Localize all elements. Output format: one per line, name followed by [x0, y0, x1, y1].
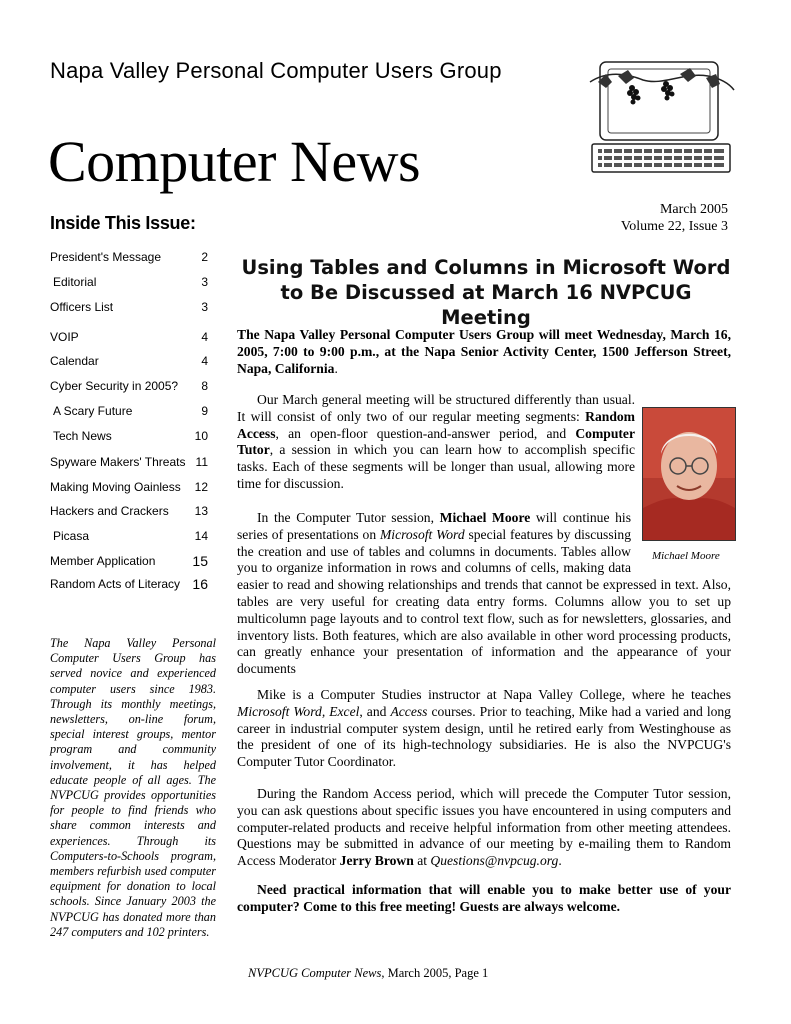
p2-d: Microsoft Word: [379, 526, 465, 542]
toc-item-label: VOIP: [50, 330, 79, 344]
org-name: Napa Valley Personal Computer Users Group: [50, 58, 502, 83]
toc-item[interactable]: [50, 455, 208, 471]
toc-item-label: Member Application: [50, 554, 156, 568]
toc-item-page: 16: [192, 576, 208, 592]
toc-item-page: 15: [192, 553, 208, 569]
toc-item-label: Random Acts of Literacy: [50, 577, 181, 591]
toc-item[interactable]: [50, 330, 208, 346]
toc-item-label: A Scary Future: [53, 404, 133, 418]
article-headline: Using Tables and Columns in Microsoft Word to Be Discussed at March 16 NVPCUG Meeting: [241, 256, 731, 329]
toc-item-label: President's Message: [50, 250, 162, 264]
toc-item[interactable]: [50, 429, 208, 445]
p1-d: Computer Tutor: [237, 425, 635, 458]
p2-a: In the Computer Tutor session,: [257, 510, 440, 525]
toc-item-label: Calendar: [50, 354, 99, 368]
masthead-title: Computer News: [48, 129, 421, 194]
p2-b: Michael Moore: [439, 510, 531, 525]
p1-b: Random Access: [237, 408, 635, 441]
toc-item-label: Editorial: [53, 275, 97, 289]
toc-item[interactable]: [50, 404, 208, 420]
toc-item-page: 8: [201, 379, 208, 393]
article-lead: [237, 327, 731, 377]
issue-info: [621, 201, 728, 235]
footer-publication: NVPCUG Computer News: [248, 966, 382, 980]
toc-item-page: 12: [194, 480, 208, 494]
toc-title: Inside This Issue:: [50, 213, 196, 233]
article-closing: Need practical information that will enable you to make better use of your computer? Come to this free meeting! Guests are always welcome.: [237, 882, 731, 914]
p2-e: special features by discussing the creation and use of tables and columns in documents. Tables allow you to organize information in rows and columns of cells, making data easier to read and showing relationships and trends that cannot be expressed in text. Also, tables are very useful for creating data entry forms. Columns allow you to set up multicolumn page layouts and to control text flow, such as for newsletters, glossaries, and inventory lists. Both features, which are also available in other word processing products, can greatly enhance your presentation of information and the appearance of your documents: [237, 526, 731, 677]
toc-item[interactable]: [50, 275, 208, 291]
toc-item[interactable]: [50, 354, 208, 370]
toc-item[interactable]: [50, 480, 208, 496]
p4-b: Jerry Brown: [339, 853, 414, 869]
p3-c: , and: [359, 703, 391, 719]
p4-a: During the Random Access period, which will precede the Computer Tutor session, you can ask questions about specific issues you have encountered in using computers and computer-related products and receive helpful information from other meeting attendees. Questions may be submitted in advance of our meeting by e-mailing them to Random Access Moderator: [237, 786, 731, 869]
toc-item-page: 3: [201, 275, 208, 289]
toc-item[interactable]: [50, 554, 208, 570]
toc-item-page: 14: [194, 529, 208, 543]
p4-d[interactable]: Questions@nvpcug.org: [430, 853, 559, 869]
toc-item-label: Tech News: [53, 429, 112, 443]
p2-c: will continue his series of presentations on: [237, 510, 632, 542]
toc-item[interactable]: [50, 529, 208, 545]
toc-item-label: Spyware Makers' Threats: [50, 455, 186, 469]
article-paragraph-4: [237, 786, 731, 870]
toc-item-page: 13: [194, 504, 208, 518]
toc-item-page: 2: [201, 250, 208, 264]
toc-item-page: 4: [201, 330, 208, 344]
p4-c: at: [413, 853, 431, 869]
toc-item-page: 10: [194, 429, 208, 443]
toc-item[interactable]: [50, 250, 208, 266]
toc-item-label: Picasa: [53, 529, 90, 543]
lead-text: The Napa Valley Personal Computer Users Group will meet Wednesday, March 16, 2005, 7:00 to 9:00 p.m., at the Napa Senior Activity Center, 1500 Jefferson Street, Napa, California: [237, 327, 731, 376]
toc-item-page: 9: [201, 404, 208, 418]
issue-volume: Volume 22, Issue 3: [620, 219, 728, 234]
issue-date: March 2005: [659, 202, 728, 217]
article-paragraph-3: [237, 687, 731, 771]
photo-float-spacer: [631, 510, 731, 562]
p4-e: .: [558, 853, 562, 869]
p3-d: Access: [390, 703, 428, 719]
computer-vine-logo-icon: [588, 52, 736, 176]
toc-item[interactable]: [50, 300, 208, 316]
p3-a: Mike is a Computer Studies instructor at Napa Valley College, where he teaches: [257, 687, 731, 702]
toc-item-page: 3: [201, 300, 208, 314]
footer-date-page: , March 2005, Page 1: [381, 966, 489, 980]
toc-item-label: Hackers and Crackers: [50, 504, 169, 518]
p3-e: courses. Prior to teaching, Mike had a varied and long career in industrial computer system design, until he retired early from Westinghouse as the president of one of its high-technology subsidiaries. He is also the NVPCUG's Computer Tutor Coordinator.: [237, 703, 731, 770]
article-paragraph-1: [237, 392, 635, 493]
toc-item[interactable]: [50, 504, 208, 520]
sidebar-blurb: The Napa Valley Personal Computer Users Group has served novice and experienced computer users since 1983. Through its monthly meetings, newsletters, on-line forum, special interest groups, mentor program and community involvement, it has helped educate people of all ages. The NVPCUG provides opportunities for people to find friends who share common interests and experiences. Through its Computers-to-Schools program, members refurbish used computer equipment for donation to local schools. Since January 2003 the NVPCUG has donated more than 247 computers and 102 printers.: [50, 636, 216, 939]
toc-item-page: 11: [195, 455, 208, 469]
p1-a: Our March general meeting will be structured differently than usual. It will consist of only two of our regular meeting segments:: [237, 392, 635, 424]
photo-caption: Michael Moore: [652, 550, 720, 562]
toc-item[interactable]: [50, 577, 208, 593]
toc-item-label: Cyber Security in 2005?: [50, 379, 179, 393]
p1-c: , an open-floor question-and-answer period, and: [275, 425, 576, 441]
toc-item[interactable]: [50, 379, 208, 395]
p1-e: , a session in which you can learn how to accomplish specific tasks. Each of these segments will be longer than usual, allowing more time for discussion.: [237, 442, 635, 491]
toc-item-label: Officers List: [50, 300, 114, 314]
toc-item-page: 4: [201, 354, 208, 368]
lead-end: .: [334, 360, 338, 376]
article-paragraph-2-flow: [237, 510, 731, 678]
p3-b: Microsoft Word, Excel: [237, 703, 360, 719]
toc-item-label: Making Moving Oainless: [50, 480, 181, 494]
page-footer: [248, 966, 488, 981]
